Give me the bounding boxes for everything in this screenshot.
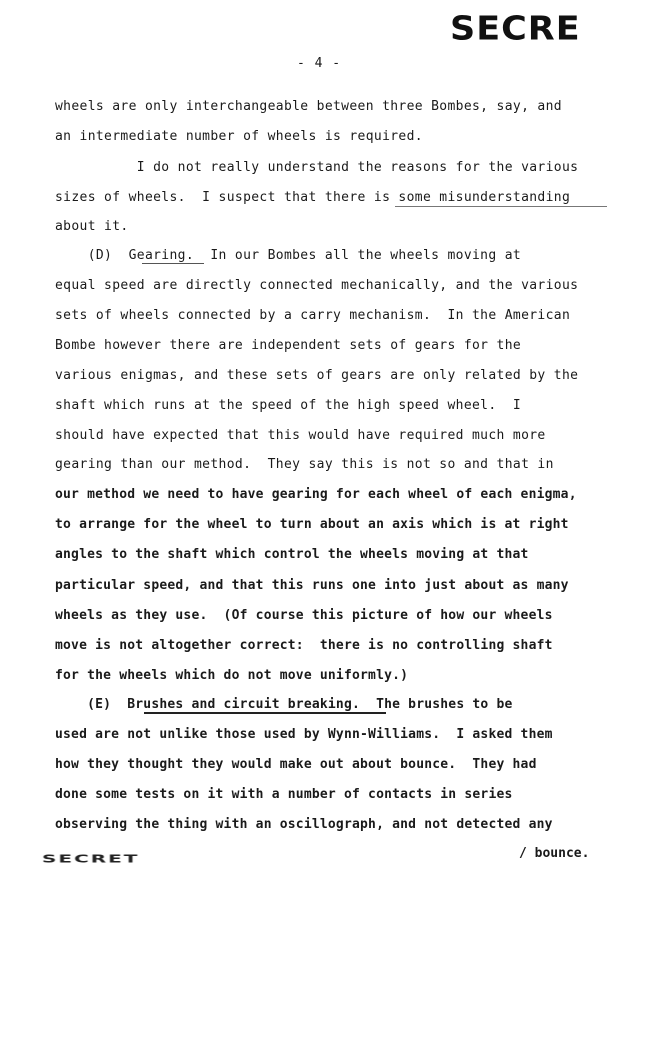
text-line: sets of wheels connected by a carry mechanism. In the American (55, 308, 571, 323)
text-line: our method we need to have gearing for each wheel of each enigma, (55, 487, 577, 502)
gearing-underline (142, 263, 204, 264)
text-line: wheels are only interchangeable between three Bombes, say, and (55, 99, 562, 114)
text-line: to arrange for the wheel to turn about an axis which is at right (55, 517, 569, 532)
text-line: how they thought they would make out about bounce. They had (55, 757, 537, 772)
text-line: for the wheels which do not move uniformly.) (55, 668, 409, 683)
text-line: observing the thing with an oscillograph, and not detected any (55, 817, 553, 832)
text-line: Bombe however there are independent sets of gears for the (55, 338, 522, 353)
secret-stamp-top: SECRE (450, 10, 581, 49)
catchword: / bounce. (519, 846, 590, 861)
text-line: particular speed, and that this runs one into just about as many (55, 578, 569, 593)
text-line: an intermediate number of wheels is required. (55, 129, 423, 144)
section-d-heading-line: (D) Gearing. In our Bombes all the wheels moving at (55, 248, 522, 263)
text-line: shaft which runs at the speed of the high speed wheel. I (55, 398, 522, 413)
page-number: - 4 - (297, 56, 342, 71)
text-line: about it. (55, 219, 129, 234)
text-line: equal speed are directly connected mechanically, and the various (55, 278, 579, 293)
brushes-underline (144, 712, 386, 714)
text-line: angles to the shaft which control the wheels moving at that (55, 547, 529, 562)
text-line: used are not unlike those used by Wynn-Williams. I asked them (55, 727, 553, 742)
text-line: I do not really understand the reasons for the various (55, 160, 579, 175)
text-line: done some tests on it with a number of contacts in series (55, 787, 513, 802)
section-e-heading-line: (E) Brushes and circuit breaking. The brushes to be (55, 697, 513, 712)
misunderstanding-underline (395, 206, 607, 207)
secret-stamp-bottom: SECRET (42, 852, 140, 866)
text-line: wheels as they use. (Of course this picture of how our wheels (55, 608, 553, 623)
text-line: various enigmas, and these sets of gears are only related by the (55, 368, 579, 383)
text-line: move is not altogether correct: there is no controlling shaft (55, 638, 553, 653)
text-line: should have expected that this would have required much more (55, 428, 546, 443)
text-line: sizes of wheels. I suspect that there is some misunderstanding (55, 190, 571, 205)
text-line: gearing than our method. They say this is not so and that in (55, 457, 554, 472)
